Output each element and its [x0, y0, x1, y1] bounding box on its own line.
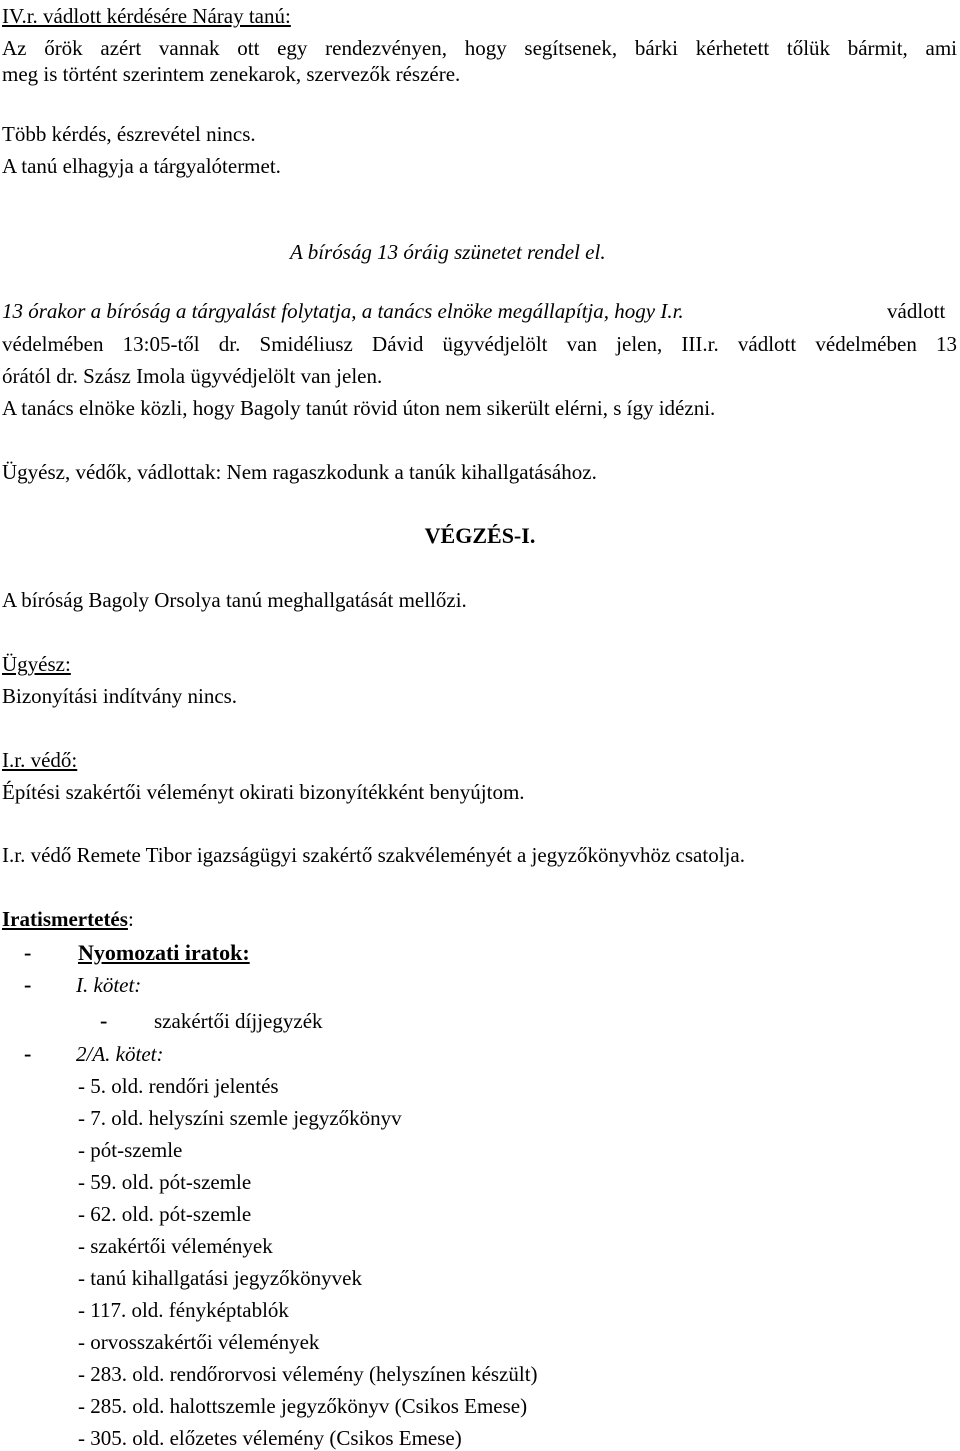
- paragraph-line: Az őrök azért vannak ott egy rendezvényen, hogy segítsenek, bárki kérhetett tőlük bármit, ami: [2, 36, 957, 60]
- list-item: - tanú kihallgatási jegyzőkönyvek: [78, 1266, 363, 1290]
- resume-line: órától dr. Szász Imola ügyvédjelölt van jelen.: [2, 364, 383, 388]
- list-item: - 62. old. pót-szemle: [78, 1202, 252, 1226]
- prosecutor-text: Bizonyítási indítvány nincs.: [2, 684, 238, 708]
- recess-notice: A bíróság 13 óráig szünetet rendel el.: [290, 240, 606, 264]
- resume-line-italic: 13 órakor a bíróság a tárgyalást folytatja, a tanács elnöke megállapítja, hogy I.r.: [2, 299, 684, 323]
- no-more-questions: Több kérdés, észrevétel nincs.: [2, 122, 256, 146]
- list-item: szakértői díjjegyzék: [154, 1009, 323, 1033]
- defender-label: I.r. védő:: [2, 748, 78, 772]
- resume-line-rest: vádlott: [887, 299, 946, 323]
- list-item: - 7. old. helyszíni szemle jegyzőkönyv: [78, 1106, 402, 1130]
- list-item: - 59. old. pót-szemle: [78, 1170, 252, 1194]
- volume-label: I. kötet:: [76, 973, 142, 997]
- list-item: - szakértői vélemények: [78, 1234, 273, 1258]
- bagoly-unreachable: A tanács elnöke közli, hogy Bagoly tanút rövid úton nem sikerült elérni, s így idézni.: [2, 396, 716, 420]
- bullet-dash-icon: -: [100, 1008, 108, 1033]
- resume-line: védelmében 13:05-től dr. Smidéliusz Dávid ügyvédjelölt van jelen, III.r. vádlott védelmében 13: [2, 332, 957, 356]
- defender-attachment: I.r. védő Remete Tibor igazságügyi szakértő szakvéleményét a jegyzőkönyvhöz csatolja.: [2, 843, 745, 867]
- list-item: - 285. old. halottszemle jegyzőkönyv (Csikos Emese): [78, 1394, 528, 1418]
- documents-heading-line: [2, 906, 134, 932]
- documents-heading: Iratismertetés: [2, 907, 128, 931]
- bullet-dash-icon: -: [24, 940, 32, 965]
- list-item: - 305. old. előzetes vélemény (Csikos Emese): [78, 1426, 462, 1450]
- prosecutor-label: Ügyész:: [2, 652, 71, 676]
- documents-heading-colon: :: [127, 907, 134, 931]
- bullet-dash-icon: -: [24, 972, 32, 997]
- volume-label: 2/A. kötet:: [76, 1042, 164, 1066]
- list-item: - 5. old. rendőri jelentés: [78, 1074, 279, 1098]
- ruling-title: VÉGZÉS-I.: [424, 523, 536, 548]
- bullet-dash-icon: -: [24, 1041, 32, 1066]
- paragraph-line: meg is történt szerintem zenekarok, szervezők részére.: [2, 62, 461, 86]
- list-item: - orvosszakértői vélemények: [78, 1330, 320, 1354]
- witness-leaves: A tanú elhagyja a tárgyalótermet.: [2, 154, 281, 178]
- list-item: - 283. old. rendőrorvosi vélemény (helyszínen készült): [78, 1362, 538, 1386]
- witness-heading: IV.r. vádlott kérdésére Náray tanú:: [2, 4, 291, 28]
- investigation-label: Nyomozati iratok:: [78, 940, 250, 965]
- ruling-text: A bíróság Bagoly Orsolya tanú meghallgatását mellőzi.: [2, 588, 467, 612]
- resume-line: [2, 298, 946, 324]
- list-item: - 117. old. fényképtablók: [78, 1298, 289, 1322]
- list-item: - pót-szemle: [78, 1138, 183, 1162]
- defender-motion: Építési szakértői véleményt okirati bizonyítékként benyújtom.: [2, 780, 525, 804]
- parties-statement: Ügyész, védők, vádlottak: Nem ragaszkodunk a tanúk kihallgatásához.: [2, 460, 597, 484]
